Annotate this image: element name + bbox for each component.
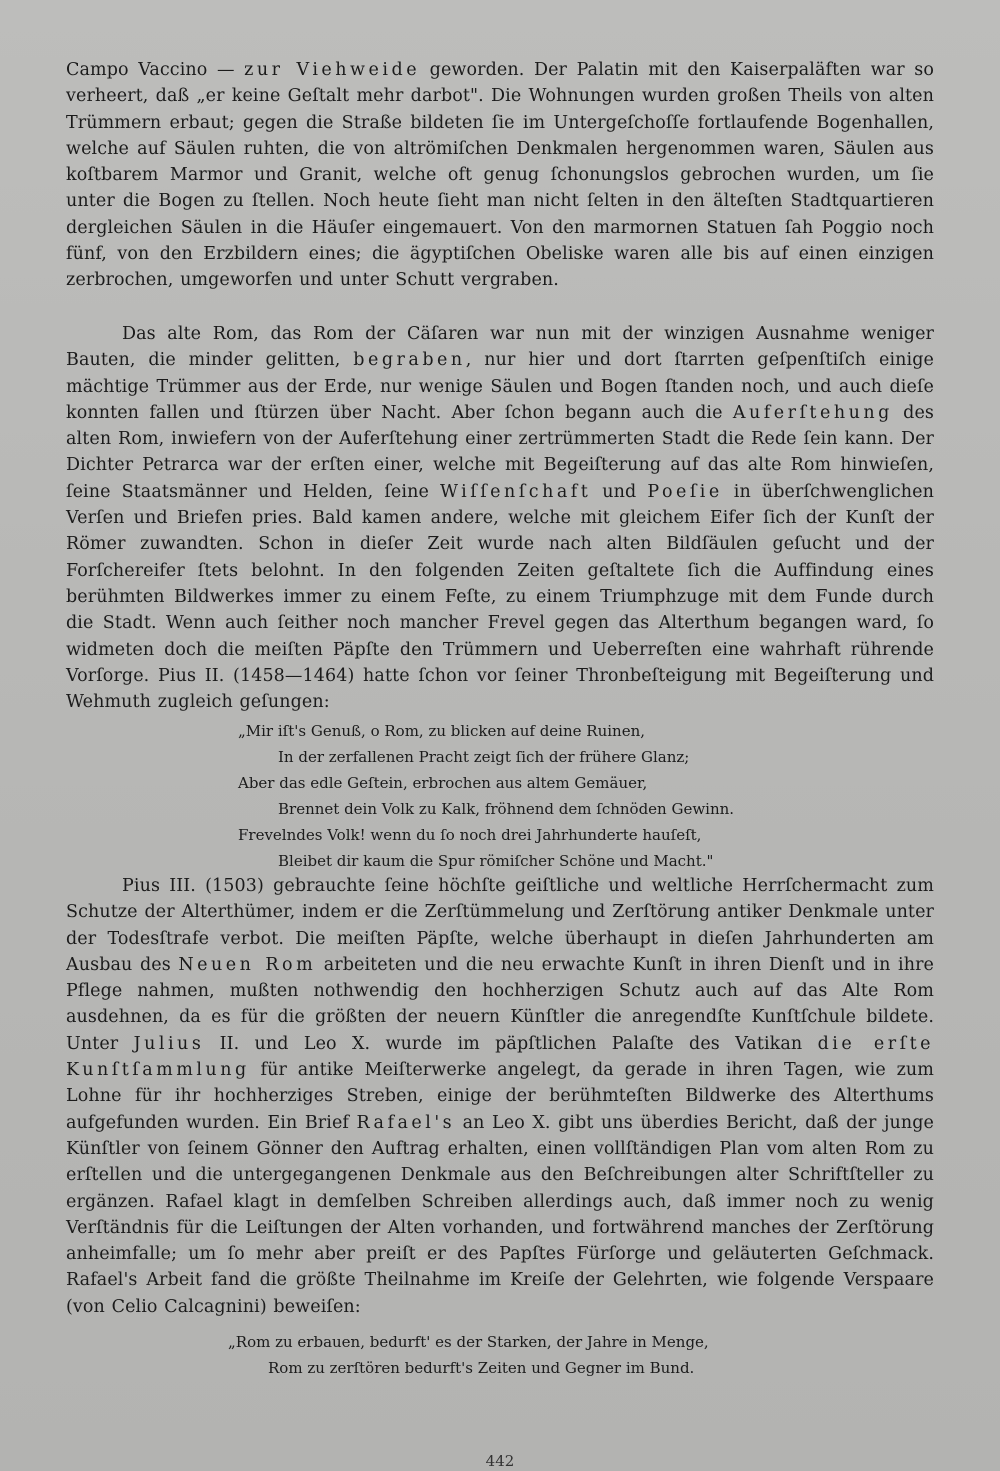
text-run: , nur hier und dort ſtarrten geſpenſtiſch einige mächtige Trümmer aus der Erde, nur wenige Säulen und Bogen ſtanden noch, und auch dieſe konnten fallen und ſtürzen über Nacht. Aber ſchon begann auch die bbox=[66, 350, 934, 423]
spaced-emphasis: zur Viehweide bbox=[244, 60, 421, 80]
spaced-emphasis: Wiſſenſchaft bbox=[439, 481, 592, 502]
verse-block-1 bbox=[238, 718, 798, 874]
verse-line: „Rom zu erbauen, bedurft' es der Starken, der Jahre in Menge, bbox=[228, 1333, 709, 1351]
text-run: II. und Leo X. wurde im päpſtlichen Palaſte des Vatikan bbox=[204, 1033, 818, 1054]
verse-line: Rom zu zerſtören bedurft's Zeiten und Gegner im Bund. bbox=[268, 1359, 695, 1377]
text-run: Pius III. (1503) gebrauchte ſeine höchſte geiſtliche und weltliche Herrſchermacht zum Schutze der Alterthümer, indem er die Zerſtümmelung und Zerſtörung antiker Denkmale unter der Todesſtrafe verbot. Die meiſten Päpſte, welche überhaupt in dieſen Jahrhunderten am Ausbau des bbox=[66, 876, 934, 975]
spaced-emphasis: begraben bbox=[353, 350, 466, 371]
verse-line: Bleibet dir kaum die Spur römiſcher Schöne und Macht." bbox=[278, 852, 714, 870]
verse-block-2 bbox=[228, 1329, 788, 1381]
spaced-emphasis: Neuen Rom bbox=[178, 954, 317, 975]
verse-line: In der zerfallenen Pracht zeigt ſich der frühere Glanz; bbox=[278, 748, 690, 766]
text-run: des alten Rom, inwiefern von der Auferſtehung einer zertrümmerten Stadt die Rede ſein kann. Der Dichter Petrarca war der erſten einer, welche mit Begeiſterung auf das alte Rom hinwieſen, ſeine Staatsmänner und Helden, ſeine bbox=[66, 402, 934, 502]
text-run: in überſchwenglichen Verſen und Briefen pries. Bald kamen andere, welche mit gleichem Eifer ſich der Kunſt der Römer zuwandten. Schon in dieſer Zeit wurde nach alten Bildſäulen geſucht und der Forſchereifer ſtets belohnt. In den folgenden Zeiten geſtaltete ſich die Auffindung eines berühmten Bildwerkes immer zu einem Feſte, zu einem Triumphzuge mit dem Funde durch die Stadt. Wenn auch ſeither noch mancher Frevel gegen das Alterthum begangen ward, ſo widmeten doch die meiſten Päpſte den Trümmern und Ueberreſten eine wahrhaft rührende Vorſorge. Pius II. (1458—1464) hatte ſchon vor ſeiner Thronbeſteigung mit Begeiſterung und Wehmuth zugleich geſungen: bbox=[66, 481, 935, 713]
text-run: Campo Vaccino — bbox=[66, 60, 245, 80]
spaced-emphasis: die erſte Kunſtſammlung bbox=[66, 1033, 934, 1081]
paragraph-2 bbox=[66, 321, 934, 715]
verse-line: „Mir iſt's Genuß, o Rom, zu blicken auf deine Ruinen, bbox=[238, 722, 645, 740]
verse-line: Frevelndes Volk! wenn du ſo noch drei Jahrhunderte hauſeſt, bbox=[238, 826, 702, 844]
spaced-emphasis: Poeſie bbox=[647, 481, 723, 502]
text-run: an Leo X. gibt uns überdies Bericht, daß der junge Künſtler von ſeinem Gönner den Auftrag erhalten, einen vollſtändigen Plan vom alten Rom zu erſtellen und die untergegangenen Denkmale aus den Beſchreibungen alter Schriftſteller zu ergänzen. Rafael klagt in demſelben Schreiben allerdings auch, daß immer noch zu wenig Verſtändnis für die Leiſtungen der Alten vorhanden, und fortwährend manches der Zerſtörung anheimfalle; um ſo mehr aber preiſt er des Papſtes Fürſorge und geläuterten Geſchmack. Rafael's Arbeit fand die größte Theilnahme im Kreiſe der Gelehrten, wie folgende Verspaare (von Celio Calcagnini) beweiſen: bbox=[66, 1112, 934, 1317]
verse-line: Aber das edle Geſtein, erbrochen aus altem Gemäuer, bbox=[238, 774, 648, 792]
spaced-emphasis: Julius bbox=[133, 1033, 205, 1054]
text-run: für antike Meiſterwerke angelegt, da gerade in ihren Tagen, wie zum Lohne für ihr hochherziges Streben, einige der berühmteſten Bildwerke des Alterthums aufgefunden wurden. Ein Brief bbox=[66, 1060, 934, 1133]
spaced-emphasis: Rafael's bbox=[356, 1112, 456, 1133]
text-run: und bbox=[591, 481, 648, 502]
text-run: Das alte Rom, das Rom der Cäſaren war nun mit der winzigen Ausnahme weniger Bauten, die minder gelitten, bbox=[66, 324, 934, 371]
text-run: geworden. Der Palatin mit den Kaiserpaläften war so verheert, daß „er keine Geſtalt mehr darbot". Die Wohnungen wurden großen Theils von alten Trümmern erbaut; gegen die Straße bildeten ſie im Untergeſchoſſe fortlaufende Bogenhallen, welche auf Säulen ruhten, die von altrömiſchen Denkmalen hergenommen waren, Säulen aus koſtbarem Marmor und Granit, welche oft genug ſchonungslos gebrochen wurden, um ſie unter die Bogen zu ſtellen. Noch heute ſieht man nicht ſelten in den älteſten Stadtquartieren dergleichen Säulen in die Häuſer eingemauert. Von den marmornen Statuen ſah Poggio noch fünf, von den Erzbildern eines; die ägyptiſchen Obeliske waren alle bis auf einen einzigen zerbrochen, umgeworfen und unter Schutt vergraben. bbox=[66, 60, 934, 291]
spaced-emphasis: Auferſtehung bbox=[732, 402, 893, 423]
text-run: arbeiteten und die neu erwachte Kunſt in ihren Dienſt und in ihre Pflege nahmen, mußten nothwendig den hochherzigen Schutz auch auf das Alte Rom ausdehnen, da es für die größten der neuern Künſtler die anregendſte Kunſtſchule bildete. Unter bbox=[66, 954, 935, 1054]
page-number: 442 bbox=[485, 1452, 515, 1470]
paragraph-3 bbox=[66, 873, 934, 1320]
verse-line: Brennet dein Volk zu Kalk, fröhnend dem ſchnöden Gewinn. bbox=[278, 800, 735, 818]
paragraph-1 bbox=[66, 57, 934, 294]
